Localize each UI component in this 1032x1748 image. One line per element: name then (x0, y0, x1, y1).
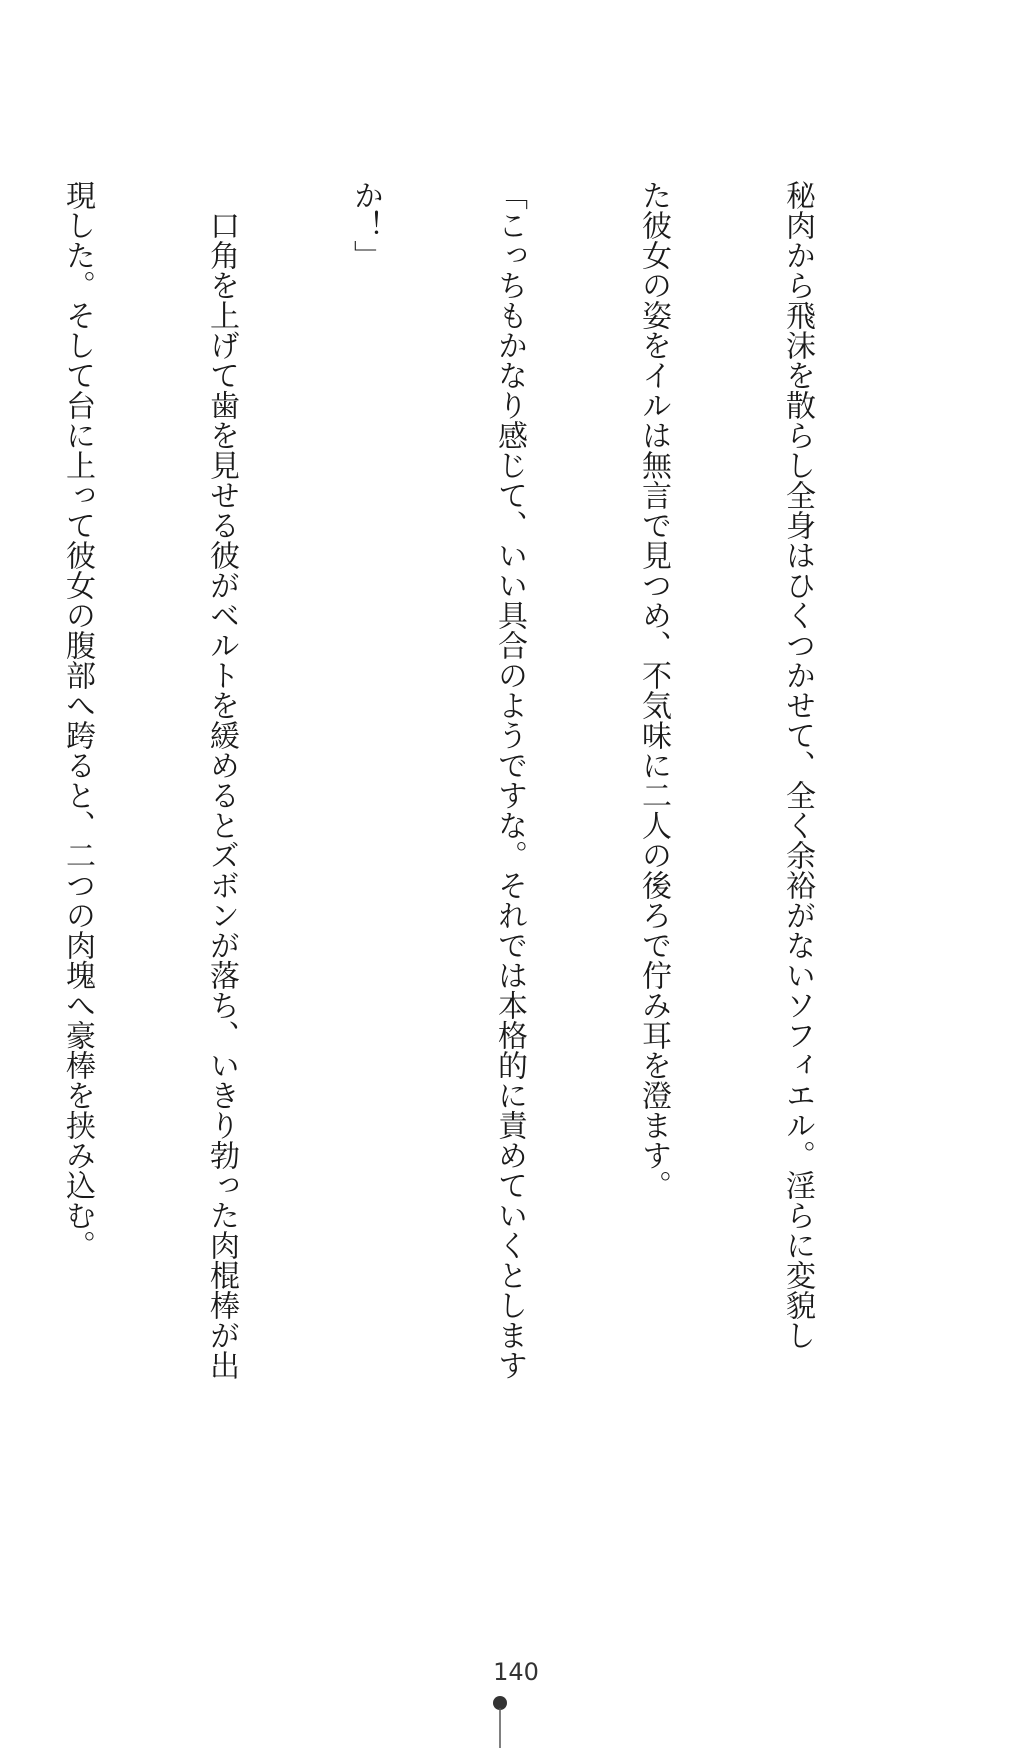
text-line: か！」 (348, 180, 383, 270)
marker-dot (493, 1696, 507, 1710)
text-line: 秘肉から飛沫を散らし全身はひくつかせて、全く余裕がないソフィエル。淫らに変貌し (780, 180, 815, 1350)
vertical-text-block (0, 180, 917, 1510)
text-line: 現した。そして台に上って彼女の腹部へ跨ると、二つの肉塊へ豪棒を挟み込む。 (60, 180, 95, 1260)
page-number: 140 (493, 1658, 539, 1686)
text-line: 口角を上げて歯を見せる彼がベルトを緩めるとズボンが落ち、いきり勃った肉棍棒が出 (204, 180, 239, 1380)
text-line: 「こっちもかなり感じて、いい具合のようですな。それでは本格的に責めていくとします (492, 180, 527, 1380)
text-line: た彼女の姿をイルは無言で見つめ、不気味に二人の後ろで佇み耳を澄ます。 (636, 180, 671, 1200)
page-marker-icon (492, 1694, 508, 1748)
